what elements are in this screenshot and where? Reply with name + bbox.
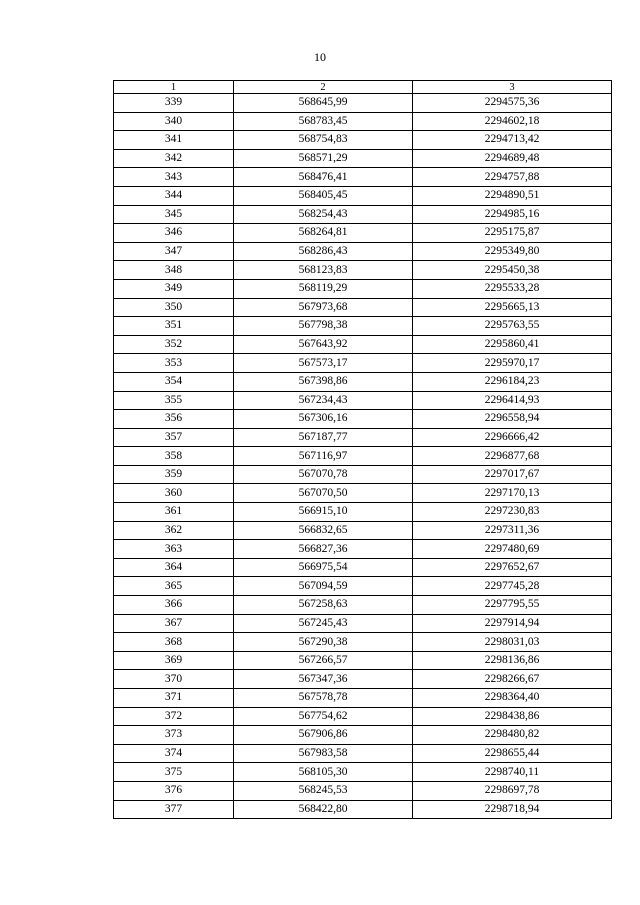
table-row	[114, 540, 612, 559]
y-coordinate-cell: 2294602,18	[413, 112, 612, 131]
table-row	[114, 112, 612, 131]
point-number-cell: 369	[114, 651, 234, 670]
table-row	[114, 298, 612, 317]
point-number-cell: 344	[114, 186, 234, 205]
table-row	[114, 335, 612, 354]
x-coordinate-cell: 566915,10	[234, 503, 413, 522]
x-coordinate-cell: 567643,92	[234, 335, 413, 354]
y-coordinate-cell: 2294713,42	[413, 131, 612, 150]
table-row	[114, 428, 612, 447]
coordinates-table	[113, 80, 612, 819]
x-coordinate-cell: 567094,59	[234, 577, 413, 596]
table-row	[114, 354, 612, 373]
table-row	[114, 391, 612, 410]
point-number-cell: 345	[114, 205, 234, 224]
point-number-cell: 343	[114, 168, 234, 187]
x-coordinate-cell: 567245,43	[234, 614, 413, 633]
table-row	[114, 186, 612, 205]
x-coordinate-cell: 568476,41	[234, 168, 413, 187]
table-row	[114, 205, 612, 224]
table-row	[114, 781, 612, 800]
point-number-cell: 339	[114, 94, 234, 113]
x-coordinate-cell: 566975,54	[234, 558, 413, 577]
y-coordinate-cell: 2297170,13	[413, 484, 612, 503]
table-row	[114, 763, 612, 782]
y-coordinate-cell: 2297017,67	[413, 465, 612, 484]
x-coordinate-cell: 567070,50	[234, 484, 413, 503]
y-coordinate-cell: 2295860,41	[413, 335, 612, 354]
y-coordinate-cell: 2298364,40	[413, 689, 612, 708]
column-header-3: 3	[413, 81, 612, 94]
y-coordinate-cell: 2298718,94	[413, 800, 612, 819]
y-coordinate-cell: 2297652,67	[413, 558, 612, 577]
table-row	[114, 800, 612, 819]
point-number-cell: 359	[114, 465, 234, 484]
table-row	[114, 651, 612, 670]
x-coordinate-cell: 567347,36	[234, 670, 413, 689]
point-number-cell: 372	[114, 707, 234, 726]
table-row	[114, 465, 612, 484]
point-number-cell: 354	[114, 372, 234, 391]
y-coordinate-cell: 2298266,67	[413, 670, 612, 689]
y-coordinate-cell: 2294689,48	[413, 149, 612, 168]
y-coordinate-cell: 2294890,51	[413, 186, 612, 205]
y-coordinate-cell: 2298740,11	[413, 763, 612, 782]
x-coordinate-cell: 567116,97	[234, 447, 413, 466]
y-coordinate-cell: 2295175,87	[413, 224, 612, 243]
table-row	[114, 670, 612, 689]
x-coordinate-cell: 567398,86	[234, 372, 413, 391]
x-coordinate-cell: 568645,99	[234, 94, 413, 113]
x-coordinate-cell: 567290,38	[234, 633, 413, 652]
point-number-cell: 373	[114, 726, 234, 745]
point-number-cell: 360	[114, 484, 234, 503]
table-row	[114, 744, 612, 763]
page-number: 10	[314, 50, 326, 64]
x-coordinate-cell: 567266,57	[234, 651, 413, 670]
point-number-cell: 352	[114, 335, 234, 354]
y-coordinate-cell: 2295970,17	[413, 354, 612, 373]
y-coordinate-cell: 2298697,78	[413, 781, 612, 800]
y-coordinate-cell: 2295665,13	[413, 298, 612, 317]
point-number-cell: 364	[114, 558, 234, 577]
point-number-cell: 349	[114, 279, 234, 298]
x-coordinate-cell: 568422,80	[234, 800, 413, 819]
point-number-cell: 351	[114, 317, 234, 336]
y-coordinate-cell: 2297480,69	[413, 540, 612, 559]
y-coordinate-cell: 2295763,55	[413, 317, 612, 336]
y-coordinate-cell: 2298031,03	[413, 633, 612, 652]
point-number-cell: 342	[114, 149, 234, 168]
x-coordinate-cell: 566832,65	[234, 521, 413, 540]
table-row	[114, 224, 612, 243]
table-row	[114, 577, 612, 596]
table-row	[114, 596, 612, 615]
point-number-cell: 358	[114, 447, 234, 466]
table-row	[114, 242, 612, 261]
point-number-cell: 368	[114, 633, 234, 652]
x-coordinate-cell: 567187,77	[234, 428, 413, 447]
x-coordinate-cell: 567906,86	[234, 726, 413, 745]
point-number-cell: 362	[114, 521, 234, 540]
table-row	[114, 94, 612, 113]
x-coordinate-cell: 568571,29	[234, 149, 413, 168]
table-header-row	[114, 81, 612, 94]
table-row	[114, 168, 612, 187]
x-coordinate-cell: 568754,83	[234, 131, 413, 150]
column-header-1: 1	[114, 81, 234, 94]
point-number-cell: 357	[114, 428, 234, 447]
point-number-cell: 341	[114, 131, 234, 150]
table-row	[114, 521, 612, 540]
table-row	[114, 372, 612, 391]
y-coordinate-cell: 2295349,80	[413, 242, 612, 261]
table-row	[114, 131, 612, 150]
y-coordinate-cell: 2297745,28	[413, 577, 612, 596]
table-row	[114, 689, 612, 708]
table-row	[114, 484, 612, 503]
x-coordinate-cell: 568123,83	[234, 261, 413, 280]
x-coordinate-cell: 568405,45	[234, 186, 413, 205]
y-coordinate-cell: 2298655,44	[413, 744, 612, 763]
y-coordinate-cell: 2297795,55	[413, 596, 612, 615]
x-coordinate-cell: 567070,78	[234, 465, 413, 484]
table-row	[114, 707, 612, 726]
y-coordinate-cell: 2297914,94	[413, 614, 612, 633]
table-row	[114, 279, 612, 298]
x-coordinate-cell: 567258,63	[234, 596, 413, 615]
point-number-cell: 346	[114, 224, 234, 243]
point-number-cell: 376	[114, 781, 234, 800]
x-coordinate-cell: 568245,53	[234, 781, 413, 800]
table-row	[114, 149, 612, 168]
point-number-cell: 350	[114, 298, 234, 317]
y-coordinate-cell: 2298480,82	[413, 726, 612, 745]
y-coordinate-cell: 2297311,36	[413, 521, 612, 540]
y-coordinate-cell: 2295450,38	[413, 261, 612, 280]
y-coordinate-cell: 2296877,68	[413, 447, 612, 466]
y-coordinate-cell: 2295533,28	[413, 279, 612, 298]
point-number-cell: 377	[114, 800, 234, 819]
y-coordinate-cell: 2296414,93	[413, 391, 612, 410]
x-coordinate-cell: 567973,68	[234, 298, 413, 317]
table-row	[114, 447, 612, 466]
x-coordinate-cell: 567578,78	[234, 689, 413, 708]
table-row	[114, 503, 612, 522]
point-number-cell: 366	[114, 596, 234, 615]
table-row	[114, 726, 612, 745]
x-coordinate-cell: 567234,43	[234, 391, 413, 410]
y-coordinate-cell: 2297230,83	[413, 503, 612, 522]
x-coordinate-cell: 567306,16	[234, 410, 413, 429]
point-number-cell: 370	[114, 670, 234, 689]
point-number-cell: 348	[114, 261, 234, 280]
point-number-cell: 353	[114, 354, 234, 373]
point-number-cell: 355	[114, 391, 234, 410]
point-number-cell: 340	[114, 112, 234, 131]
x-coordinate-cell: 566827,36	[234, 540, 413, 559]
table-row	[114, 317, 612, 336]
x-coordinate-cell: 567798,38	[234, 317, 413, 336]
point-number-cell: 375	[114, 763, 234, 782]
x-coordinate-cell: 567573,17	[234, 354, 413, 373]
x-coordinate-cell: 568286,43	[234, 242, 413, 261]
x-coordinate-cell: 568783,45	[234, 112, 413, 131]
table-row	[114, 558, 612, 577]
x-coordinate-cell: 567754,62	[234, 707, 413, 726]
point-number-cell: 363	[114, 540, 234, 559]
point-number-cell: 371	[114, 689, 234, 708]
y-coordinate-cell: 2294757,88	[413, 168, 612, 187]
x-coordinate-cell: 568105,30	[234, 763, 413, 782]
point-number-cell: 365	[114, 577, 234, 596]
table-row	[114, 410, 612, 429]
y-coordinate-cell: 2298438,86	[413, 707, 612, 726]
y-coordinate-cell: 2296184,23	[413, 372, 612, 391]
x-coordinate-cell: 568254,43	[234, 205, 413, 224]
point-number-cell: 374	[114, 744, 234, 763]
table-row	[114, 633, 612, 652]
table-row	[114, 614, 612, 633]
x-coordinate-cell: 568119,29	[234, 279, 413, 298]
point-number-cell: 347	[114, 242, 234, 261]
y-coordinate-cell: 2298136,86	[413, 651, 612, 670]
point-number-cell: 367	[114, 614, 234, 633]
point-number-cell: 356	[114, 410, 234, 429]
y-coordinate-cell: 2296666,42	[413, 428, 612, 447]
x-coordinate-cell: 568264,81	[234, 224, 413, 243]
y-coordinate-cell: 2296558,94	[413, 410, 612, 429]
column-header-2: 2	[234, 81, 413, 94]
y-coordinate-cell: 2294575,36	[413, 94, 612, 113]
y-coordinate-cell: 2294985,16	[413, 205, 612, 224]
x-coordinate-cell: 567983,58	[234, 744, 413, 763]
table-row	[114, 261, 612, 280]
point-number-cell: 361	[114, 503, 234, 522]
